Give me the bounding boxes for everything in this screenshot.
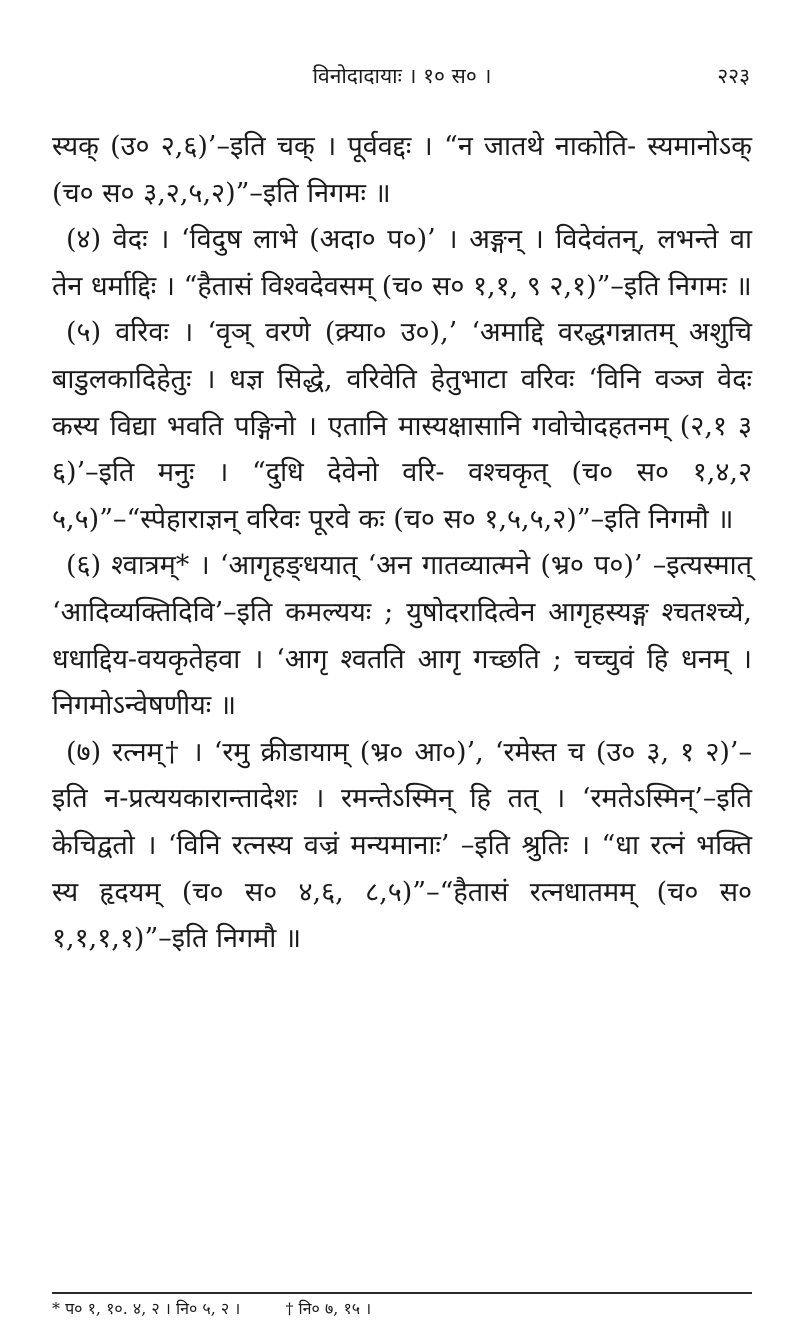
footnote-2-mark: † [285,1299,294,1318]
footnote-2 [285,1296,371,1322]
footnote-divider [52,1292,752,1294]
header-title: विनोदादायाः । १० स० । [312,64,492,88]
main-text [52,124,752,963]
footnote-2-text: नि० ७, १५ । [298,1299,372,1318]
paragraph-5-varivah: (५) वरिवः । ‘वृञ् वरणे (क्र्या० उ०),’ ‘अमाद्दि वरद्धगन्नातम् अशुचि बाडुलकादिहेतुः । धज्ञ सिद्धे, वरिवेति हेतुभाटा वरिवः ‘विनि वञ्ज वेदः कस्य विद्या भवति पङ्गिनो । एतानि मास्यक्षासानि गवोचेादहतनम् (२,१ ३ ६)’–इति मनुः । “दुधि देवेनो वरि- वश्चकृत् (च० स० १,४,२ ५,५)”–“स्पेहाराज्ञन् वरिवः पूरवे कः (च० स० १,५,५,२)”–इति निगमौ ॥ [52,317,752,535]
footnotes [52,1296,752,1322]
footnote-1 [52,1296,240,1322]
book-page [52,0,752,1338]
paragraph-3-continuation: स्यक् (उ० २,६)’–इति चक् । पूर्ववद्दः । “न जातथे नाकोति- स्यमानोऽक् (च० स० ३,२,५,२)”–इति निगमः ॥ [52,131,752,209]
running-header [52,62,752,98]
paragraph-7-ratnam: (७) रत्नम्† । ‘रमु क्रीडायाम् (भ्र० आ०)’, ‘रमेस्त च (उ० ३, १ २)’–इति न-प्रत्ययकारान्तादेशः । रमन्तेऽस्मिन् हि तत् । ‘रमतेऽस्मिन्’–इति केचिद्वतो । ‘विनि रत्नस्य वज्रं मन्यमानाः’ –इति श्रुतिः । “धा रत्नं भक्ति स्य हृदयम् (च० स० ४,६, ८,५)”–“हैतासं रत्नधातमम् (च० स० १,१,१,१)”–इति निगमौ ॥ [52,736,752,955]
page-number: २२३ [717,64,750,88]
paragraph-4-vedah: (४) वेदः । ‘विदुष लाभे (अदा० प०)’ । अङ्गन् । विदेवंतन्, लभन्ते वा तेन धर्माद्दिः । “हैतासं विश्वदेवसम् (च० स० १,१, ९ २,१)”–इति निगमः ॥ [52,224,752,302]
footnote-1-mark: * [52,1299,60,1318]
footnote-1-text: प० १, १०. ४, २ । नि० ५, २ । [65,1299,241,1318]
paragraph-6-shvatram: (६) श्वात्रम्* । ‘आगृहङ्धयात् ‘अन गातव्यात्मने (भ्र० प०)’ –इत्यस्मात् ‘आदिव्यक्तिदिवि’–इति कमल्ययः ; युषोदरादित्वेन आगृहस्यङ्ग श्चतश्च्ये, धधाद्दिय-वयकृतेहवा । ‘आगृ श्वतति आगृ गच्छति ; चच्चुवं हि धनम् । निगमोऽन्वेषणीयः ॥ [52,550,752,722]
